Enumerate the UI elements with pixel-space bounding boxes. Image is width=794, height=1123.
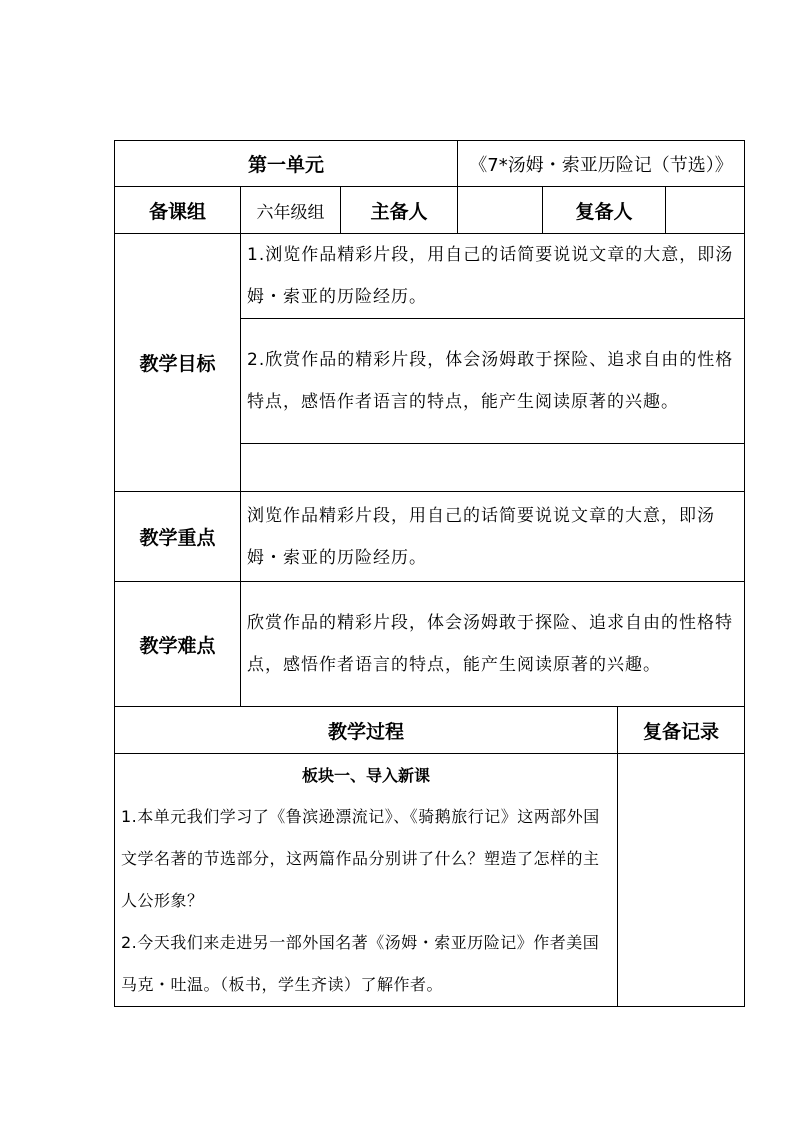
group-value-cell — [241, 187, 341, 234]
group-label-cell — [115, 187, 241, 234]
group-value: 六年级组 — [256, 202, 325, 223]
goal-row-1 — [115, 234, 745, 319]
header-row — [115, 141, 745, 187]
main-preparer-value-cell — [458, 187, 543, 234]
main-preparer-label-cell — [341, 187, 458, 234]
key-point-row — [115, 492, 745, 582]
main-preparer-label: 主备人 — [370, 200, 428, 223]
goals-label-cell — [115, 234, 241, 492]
process-content-row — [115, 754, 745, 1007]
key-point-label-cell — [115, 492, 241, 582]
lesson-plan-table — [114, 140, 745, 1007]
unit-cell — [115, 141, 458, 187]
goal-text-1: 1.浏览作品精彩片段，用自己的话简要说说文章的大意，即汤姆・索亚的历险经历。 — [247, 245, 734, 307]
difficulty-label: 教学难点 — [139, 634, 216, 657]
unit-title: 第一单元 — [248, 154, 325, 176]
goal-item-3 — [241, 444, 745, 492]
key-point-label: 教学重点 — [139, 527, 216, 549]
lesson-title: 《7*汤姆・索亚历险记（节选）》 — [469, 154, 733, 176]
key-point-text: 浏览作品精彩片段，用自己的话简要说说文章的大意，即汤姆・索亚的历险经历。 — [247, 505, 715, 568]
goal-text-2: 2.欣赏作品的精彩片段，体会汤姆敢于探险、追求自由的性格特点，感悟作者语言的特点，能产生阅读原著的兴趣。 — [247, 350, 734, 412]
process-label-cell — [115, 707, 618, 754]
goals-label: 教学目标 — [139, 353, 216, 375]
lesson-cell — [458, 141, 745, 187]
goal-item-1 — [241, 234, 745, 319]
goal-item-2 — [241, 319, 745, 444]
record-label: 复备记录 — [643, 720, 720, 743]
process-paragraph-2: 2.今天我们来走进另一部外国名著《汤姆・索亚历险记》作者美国马克・吐温。（板书，学生齐读）了解作者。 — [121, 933, 600, 994]
difficulty-label-cell — [115, 582, 241, 707]
process-header-row — [115, 707, 745, 754]
difficulty-row — [115, 582, 745, 707]
process-section-title: 板块一、导入新课 — [302, 766, 431, 785]
re-preparer-label-cell — [543, 187, 666, 234]
group-label: 备课组 — [148, 200, 206, 223]
re-preparer-label: 复备人 — [575, 200, 633, 223]
difficulty-text: 欣赏作品的精彩片段，体会汤姆敢于探险、追求自由的性格特点，感悟作者语言的特点，能产生阅读原著的兴趣。 — [247, 613, 733, 675]
lesson-plan-sheet — [114, 140, 744, 1007]
record-label-cell — [618, 707, 745, 754]
re-preparer-value-cell — [666, 187, 745, 234]
key-point-cell — [241, 492, 745, 582]
prep-row — [115, 187, 745, 234]
process-content-cell — [115, 754, 618, 1007]
process-paragraph-1: 1.本单元我们学习了《鲁滨逊漂流记》、《骑鹅旅行记》这两部外国文学名著的节选部分，这两篇作品分别讲了什么？塑造了怎样的主人公形象？ — [121, 807, 600, 910]
process-label: 教学过程 — [328, 720, 405, 743]
difficulty-cell — [241, 582, 745, 707]
record-content-cell — [618, 754, 745, 1007]
